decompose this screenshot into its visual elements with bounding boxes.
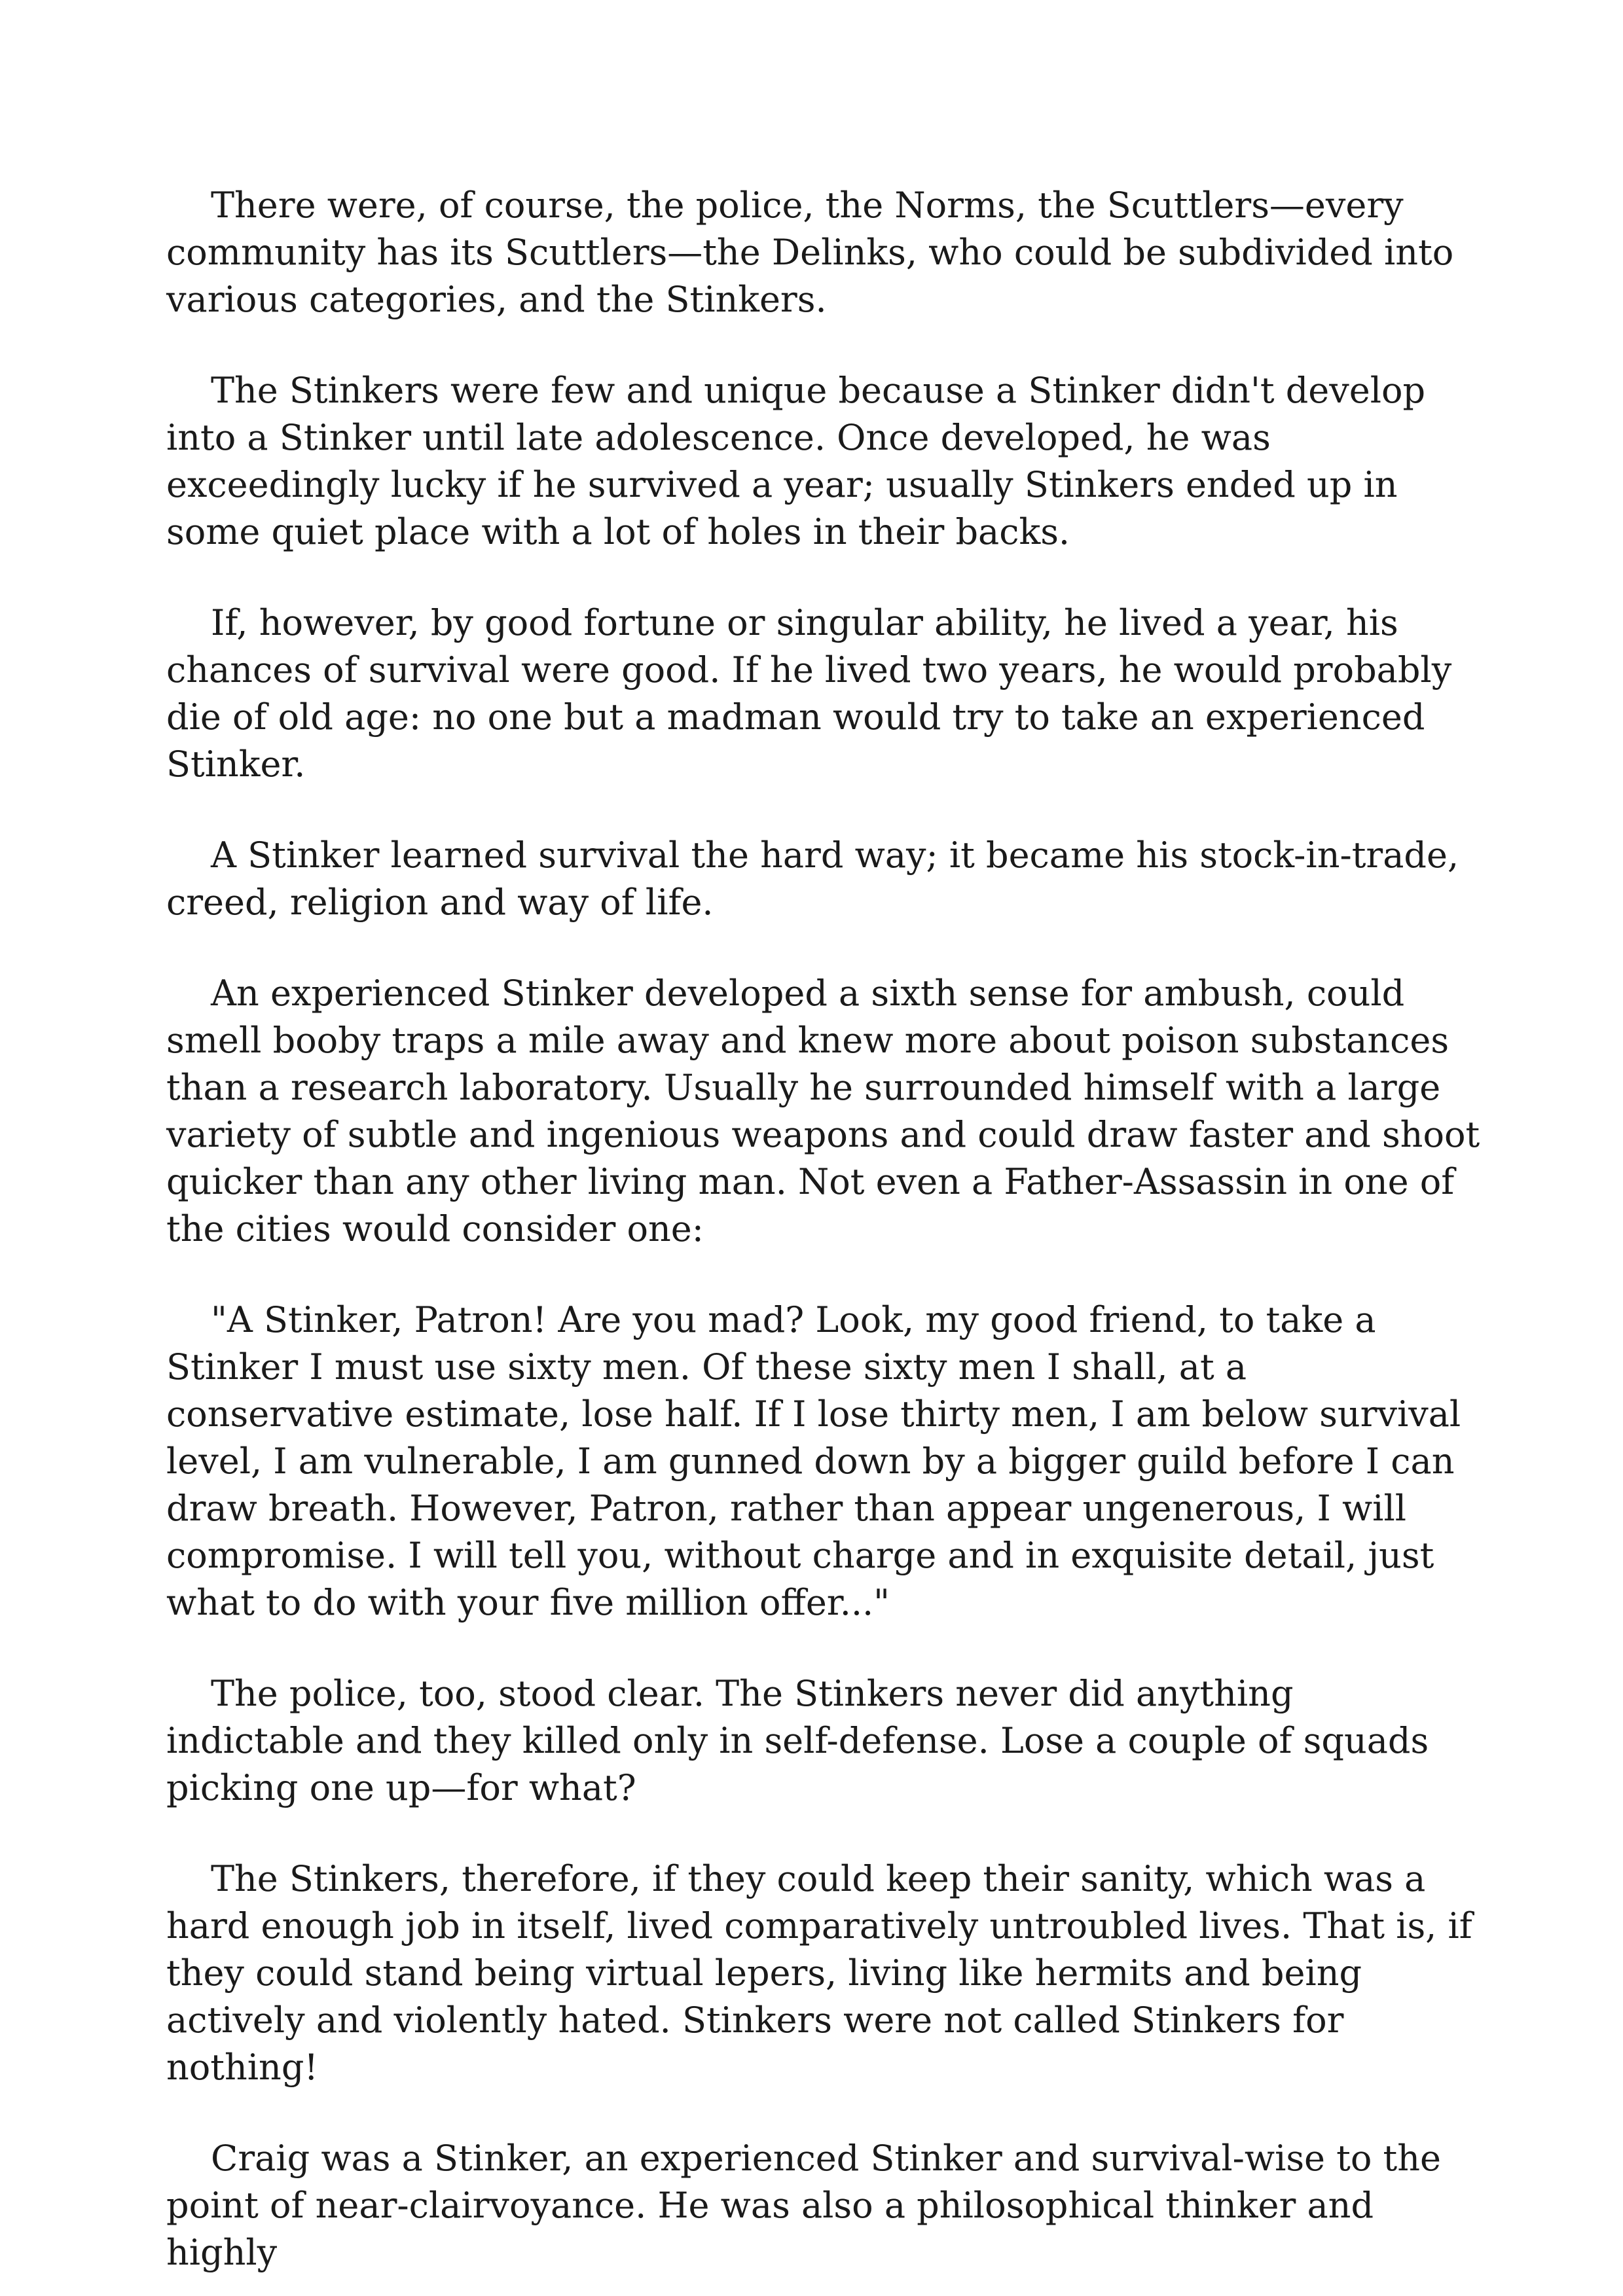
paragraph-5: An experienced Stinker developed a sixth sense for ambush, could smell booby traps a mile away and knew more about poison substances than a research laboratory. Usually he surrounded himself with a large variety of subtle and ingenious weapons and could draw faster and shoot quicker than any other living man. Not even a Father-Assassin in one of the cities would consider one:	[166, 973, 1480, 1249]
paragraph-2: The Stinkers were few and unique because a Stinker didn't develop into a Stinker until late adolescence. Once developed, he was exceedingly lucky if he survived a year; usually Stinkers ended up in some quiet place with a lot of holes in their backs.	[166, 370, 1426, 552]
paragraph-9: Craig was a Stinker, an experienced Stinker and survival-wise to the point of near-clairvoyance. He was also a philosophical thinker and highly	[166, 2138, 1441, 2273]
paragraph-4: A Stinker learned survival the hard way; it became his stock-in-trade, creed, religion and way of life.	[166, 834, 1459, 923]
body-text	[166, 182, 1482, 2276]
paragraph-6: "A Stinker, Patron! Are you mad? Look, my good friend, to take a Stinker I must use sixty men. Of these sixty men I shall, at a conservative estimate, lose half. If I lose thirty men, I am below survival level, I am vulnerable, I am gunned down by a bigger guild before I can draw breath. However, Patron, rather than appear ungenerous, I will compromise. I will tell you, without charge and in exquisite detail, just what to do with your five million offer..."	[166, 1299, 1461, 1623]
paragraph-3: If, however, by good fortune or singular ability, he lived a year, his chances of survival were good. If he lived two years, he would probably die of old age: no one but a madman would try to take an experienced Stinker.	[166, 602, 1452, 785]
paragraph-7: The police, too, stood clear. The Stinkers never did anything indictable and they killed only in self-defense. Lose a couple of squads picking one up—for what?	[166, 1673, 1429, 1808]
paragraph-1: There were, of course, the police, the Norms, the Scuttlers—every community has its Scuttlers—the Delinks, who could be subdivided into various categories, and the Stinkers.	[166, 185, 1454, 320]
paragraph-8: The Stinkers, therefore, if they could keep their sanity, which was a hard enough job in itself, lived comparatively untroubled lives. That is, if they could stand being virtual lepers, living like hermits and being actively and violently hated. Stinkers were not called Stinkers for nothing!	[166, 1858, 1472, 2088]
